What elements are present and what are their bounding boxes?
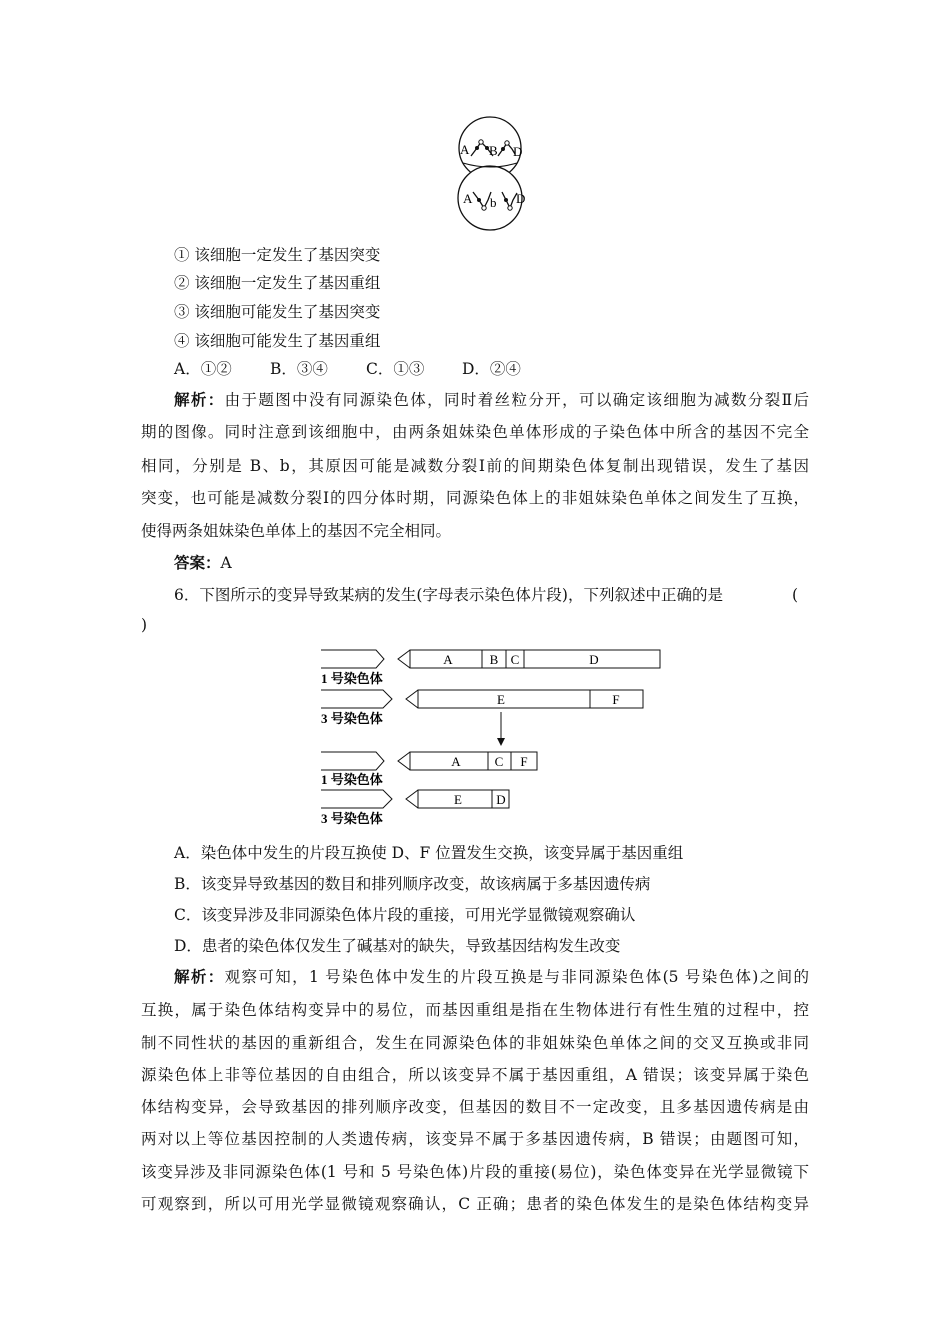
q6-analysis-line-4: 源染色体上非等位基因的自由组合，所以该变异不属于基因重组，A 错误；该变异属于染色 (141, 1066, 809, 1084)
after-chr3-label: 3 号染色体 (321, 811, 383, 826)
q5-option-b: B．③④ (270, 360, 328, 378)
q5-option-c: C．①③ (366, 360, 425, 378)
cell-label-bottom-b: b (490, 195, 497, 210)
q6-analysis-line-8: 可观察到，所以可用光学显微镜观察确认，C 正确；患者的染色体发生的是染色体结构变异 (141, 1195, 809, 1213)
q5-analysis-label: 解析： (174, 390, 225, 409)
translocation-figure (318, 645, 668, 827)
after-chr1-label: 1 号染色体 (321, 772, 383, 787)
cell-label-top-b: B (489, 143, 498, 158)
statement-3: ③ 该细胞可能发生了基因突变 (174, 303, 381, 321)
q6-paren-close: ) (141, 616, 148, 634)
q5-option-d: D．②④ (462, 360, 521, 378)
before-chr1-segment-a: A (443, 652, 453, 667)
after-chr1-segment-c: C (494, 754, 504, 769)
q6-analysis-line-5: 体结构变异，会导致基因的排列顺序改变，但基因的数目不一定改变，且多基因遗传病是由 (141, 1098, 809, 1116)
q5-answer-value: A (220, 554, 232, 572)
q5-analysis-line-2: 期的图像。同时注意到该细胞中，由两条姐妹染色单体形成的子染色体中所含的基因不完全 (141, 423, 809, 441)
q6-analysis-line-2: 互换，属于染色体结构变异中的易位，而基因重组是指在生物体进行有性生殖的过程中，控 (141, 1001, 809, 1019)
q5-option-a: A．①② (174, 360, 232, 378)
q6-option-d: D．患者的染色体仅发生了碱基对的缺失，导致基因结构发生改变 (174, 937, 621, 955)
before-chr1-segment-c: C (510, 652, 520, 667)
q6-analysis-line-6: 两对以上等位基因控制的人类遗传病，该变异不属于多基因遗传病，B 错误；由题图可知， (141, 1130, 809, 1148)
statement-2: ② 该细胞一定发生了基因重组 (174, 274, 381, 292)
after-chr3-segment-e: E (454, 792, 462, 807)
q5-answer-label: 答案： (174, 553, 221, 572)
q6-analysis-line-3: 制不同性状的基因的重新组合，发生在同源染色体的非姐妹染色单体之间的交叉互换或非同 (141, 1034, 809, 1052)
cell-label-top-a: A (460, 142, 470, 157)
after-chr3-segment-d: D (496, 792, 506, 807)
q5-analysis-line-1: 解析：由于题图中没有同源染色体，同时着丝粒分开，可以确定该细胞为减数分裂Ⅱ后 (174, 390, 809, 409)
q5-analysis-line-5: 使得两条姐妹染色单体上的基因不完全相同。 (141, 522, 452, 540)
q6-option-c: C．该变异涉及非同源染色体片段的重接，可用光学显微镜观察确认 (174, 906, 636, 924)
q6-analysis-line-7: 该变异涉及非同源染色体(1 号和 5 号染色体)片段的重接(易位)，染色体变异在光学显微镜下 (141, 1163, 809, 1181)
before-chr3-label: 3 号染色体 (321, 711, 383, 726)
q6-analysis-line-1: 解析：观察可知，1 号染色体中发生的片段互换是与非同源染色体(5 号染色体)之间的 (174, 967, 809, 986)
q6-paren-open: ( (792, 586, 799, 604)
after-chr1-segment-a: A (451, 754, 461, 769)
q5-answer (174, 553, 232, 573)
dividing-cell-figure (455, 116, 531, 232)
cell-label-bottom-a: A (463, 191, 473, 206)
q6-option-b: B．该变异导致基因的数目和排列顺序改变，故该病属于多基因遗传病 (174, 875, 651, 893)
before-chr1-segment-d: D (589, 652, 599, 667)
q6-analysis-label: 解析： (174, 967, 225, 986)
cell-label-top-d: D (513, 144, 523, 159)
after-chr1-segment-f: F (520, 754, 528, 769)
q5-options (174, 359, 521, 379)
q6-stem: 6．下图所示的变异导致某病的发生(字母表示染色体片段)，下列叙述中正确的是 (174, 586, 723, 604)
statement-4: ④ 该细胞可能发生了基因重组 (174, 332, 381, 350)
before-chr1-label: 1 号染色体 (321, 671, 383, 686)
q5-analysis-line-3: 相同，分别是 B、b，其原因可能是减数分裂Ⅰ前的间期染色体复制出现错误，发生了基因 (141, 457, 809, 475)
cell-label-bottom-d: D (516, 191, 526, 206)
before-chr3-segment-e: E (497, 692, 505, 707)
statement-1: ① 该细胞一定发生了基因突变 (174, 246, 381, 264)
q5-analysis-line-4: 突变，也可能是减数分裂Ⅰ的四分体时期，同源染色体上的非姐妹染色单体之间发生了互换， (141, 489, 809, 507)
before-chr3-segment-f: F (612, 692, 620, 707)
before-chr1-segment-b: B (489, 652, 499, 667)
q6-option-a: A．染色体中发生的片段互换使 D、F 位置发生交换，该变异属于基因重组 (174, 844, 684, 862)
